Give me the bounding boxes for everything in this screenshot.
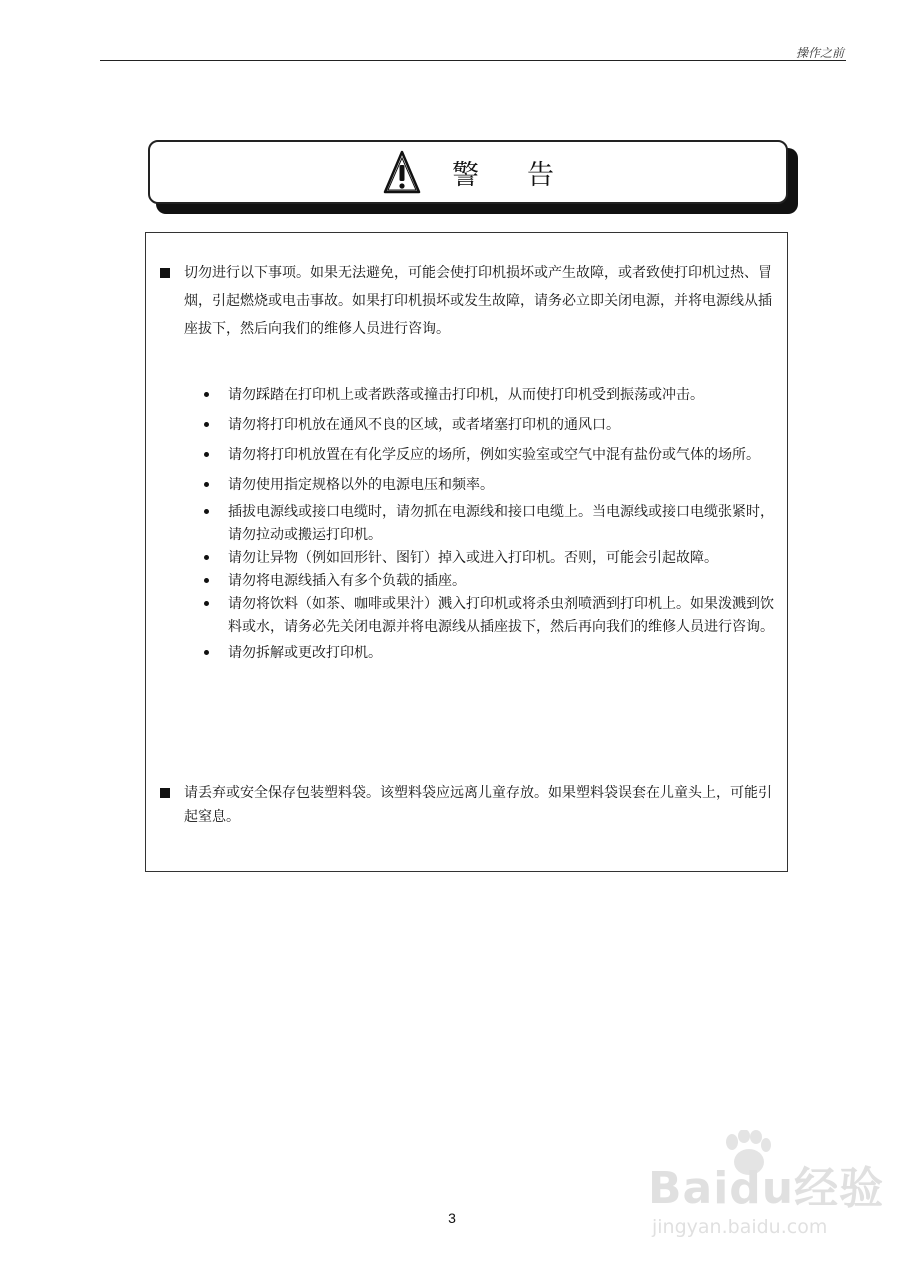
square-bullet-icon xyxy=(160,788,170,798)
list-item xyxy=(202,381,782,409)
list-item xyxy=(202,501,782,547)
list-item-text: 请勿让异物（例如回形针、图钉）掉入或进入打印机。否则，可能会引起故障。 xyxy=(228,550,718,566)
intro-paragraph xyxy=(184,259,774,343)
list-item-text: 请勿踩踏在打印机上或者跌落或撞击打印机，从而使打印机受到振荡或冲击。 xyxy=(228,387,704,403)
list-item-text: 请勿将饮料（如茶、咖啡或果汁）溅入打印机或将杀虫剂喷洒到打印机上。如果泼溅到饮料或水，请务必先关闭电源并将电源线从插座拔下，然后再向我们的维修人员进行咨询。 xyxy=(228,596,774,635)
bullet-dot-icon xyxy=(204,482,209,487)
bullet-dot-icon xyxy=(204,422,209,427)
list-item-text: 请勿将电源线插入有多个负载的插座。 xyxy=(228,573,466,589)
square-bullet-icon xyxy=(160,268,170,278)
list-item-text: 请勿拆解或更改打印机。 xyxy=(228,645,382,661)
outro-paragraph xyxy=(184,781,774,829)
bullet-dot-icon xyxy=(204,452,209,457)
bullet-dot-icon xyxy=(204,650,209,655)
page-number: 3 xyxy=(448,1210,456,1226)
list-item-text: 请勿使用指定规格以外的电源电压和频率。 xyxy=(228,477,494,493)
warning-triangle-icon xyxy=(382,148,422,196)
bullet-dot-icon xyxy=(204,555,209,560)
list-item xyxy=(202,471,782,499)
list-item xyxy=(202,570,782,593)
intro-text: 切勿进行以下事项。如果无法避免，可能会使打印机损坏或产生故障，或者致使打印机过热、冒烟，引起燃烧或电击事故。如果打印机损坏或发生故障，请务必立即关闭电源，并将电源线从插座拔下，然后向我们的维修人员进行咨询。 xyxy=(184,265,772,337)
warning-content-box xyxy=(145,232,788,872)
bullet-dot-icon xyxy=(204,509,209,514)
prohibited-actions-list xyxy=(202,381,782,665)
bullet-dot-icon xyxy=(204,601,209,606)
bullet-dot-icon xyxy=(204,578,209,583)
list-item-text: 请勿将打印机放在通风不良的区域，或者堵塞打印机的通风口。 xyxy=(228,417,620,433)
outro-text: 请丢弃或安全保存包装塑料袋。该塑料袋应远离儿童存放。如果塑料袋误套在儿童头上，可能引起窒息。 xyxy=(184,785,772,825)
list-item xyxy=(202,441,782,469)
watermark-url: jingyan.baidu.com xyxy=(652,1216,828,1238)
section-header-label: 操作之前 xyxy=(795,46,844,60)
list-item-text: 插拔电源线或接口电缆时，请勿抓在电源线和接口电缆上。当电源线或接口电缆张紧时，请勿拉动或搬运打印机。 xyxy=(228,504,774,543)
warning-title: 警告 xyxy=(452,159,602,191)
baidu-watermark xyxy=(648,1130,884,1250)
list-item xyxy=(202,593,782,639)
warning-banner xyxy=(148,140,788,204)
list-item-text: 请勿将打印机放置在有化学反应的场所，例如实验室或空气中混有盐份或气体的场所。 xyxy=(228,447,760,463)
header-rule xyxy=(100,60,846,61)
list-item xyxy=(202,642,782,665)
bullet-dot-icon xyxy=(204,392,209,397)
list-item xyxy=(202,547,782,570)
list-item xyxy=(202,411,782,439)
watermark-brand: Baidu经验 xyxy=(648,1163,885,1214)
